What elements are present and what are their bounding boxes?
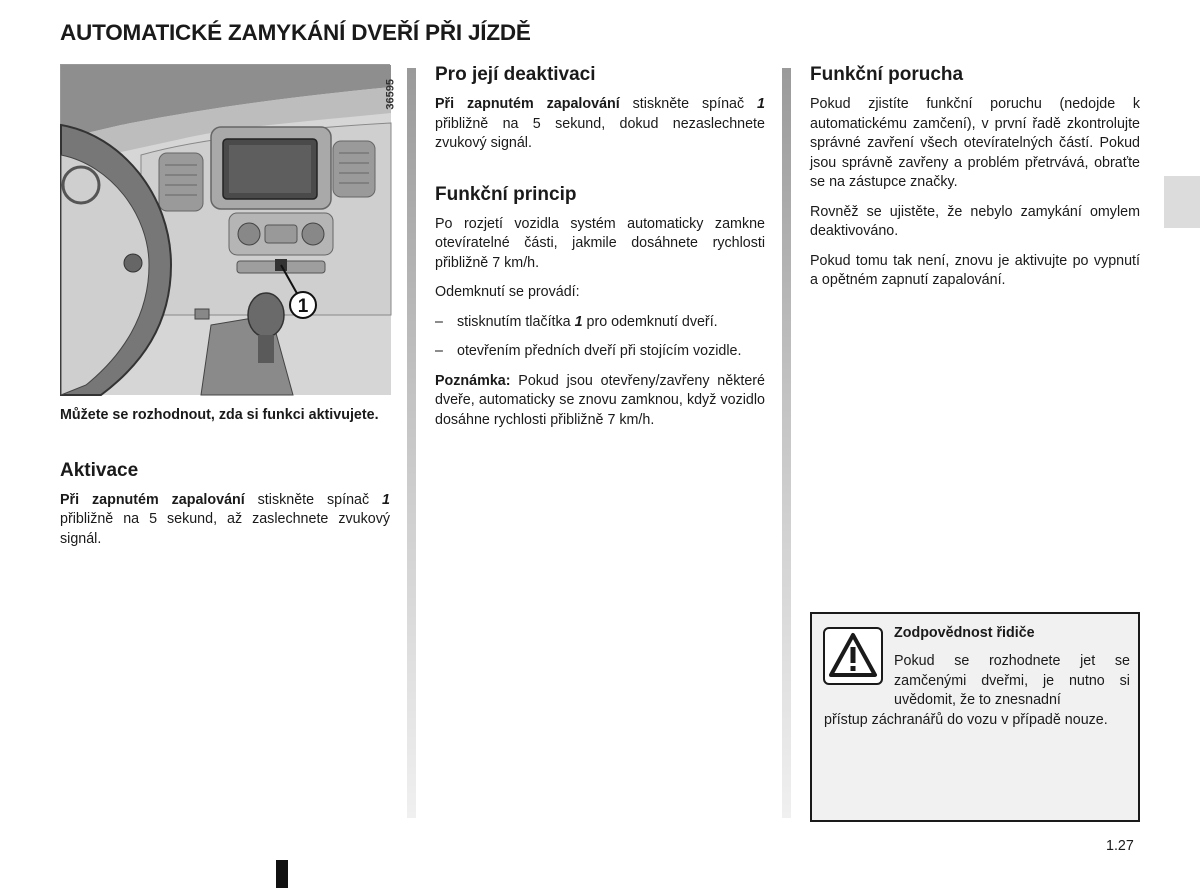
warning-box xyxy=(810,612,1140,822)
dashboard-illustration xyxy=(60,64,397,394)
column-separator xyxy=(407,68,416,818)
list-item: – otevřením předních dveří při stojícím vozidle. xyxy=(435,343,742,359)
warning-title: Zodpovědnost řidiče xyxy=(894,625,1035,641)
porucha-paragraph-2: Rovněž se ujistěte, že nebylo zamykání omylem deaktivováno. xyxy=(810,203,1140,239)
warning-text-continued: přístup záchranářů do vozu v případě nouze. xyxy=(824,712,1108,728)
figure-code: 36595 xyxy=(385,79,397,110)
warning-text: Pokud se rozhodnete jet se zamčenými dveřmi, je nutno si uvědomit, že to znesnadní xyxy=(894,653,1130,708)
figure-callout: 1 xyxy=(297,296,309,317)
column-separator xyxy=(782,68,791,818)
column-right xyxy=(810,64,1140,301)
page-title: AUTOMATICKÉ ZAMYKÁNÍ DVEŘÍ PŘI JÍZDĚ xyxy=(60,20,531,45)
note-paragraph: Poznámka: Pokud jsou otevřeny/zavřeny některé dveře, automaticky se znovu zamknou, když vozidlo dosáhne rychlosti přibližně 7 km/h. xyxy=(435,372,765,428)
warning-icon xyxy=(823,627,883,685)
column-middle xyxy=(435,64,765,440)
figure-caption: Můžete se rozhodnout, zda si funkci aktivujete. xyxy=(60,407,379,423)
page-number: 1.27 xyxy=(1106,838,1134,854)
unlock-intro: Odemknutí se provádí: xyxy=(435,284,580,300)
heading-aktivace: Aktivace xyxy=(60,459,139,481)
heading-princip: Funkční princip xyxy=(435,183,577,205)
porucha-paragraph-3: Pokud tomu tak není, znovu je aktivujte po vypnutí a opětném zapnutí zapalování. xyxy=(810,252,1140,288)
heading-deaktivace: Pro její deaktivaci xyxy=(435,64,596,85)
column-left xyxy=(60,64,397,559)
chapter-tab-marker xyxy=(1164,176,1200,228)
print-crop-mark xyxy=(276,860,288,888)
porucha-paragraph-1: Pokud zjistíte funkční poruchu (nedojde k automatickému zamčení), v první řadě zkontrolujte správné zavření všech otevíratelných částí. Pokud jsou správně zavřeny a problém přetrvává, obraťte se na zástupce značky. xyxy=(810,96,1140,190)
deaktivace-text: Při zapnutém zapalování stiskněte spínač 1 přibližně na 5 sekund, dokud nezaslechnete zvukový signál. xyxy=(435,96,765,151)
list-item: – stisknutím tlačítka 1 pro odemknutí dveří. xyxy=(435,313,718,330)
heading-porucha: Funkční porucha xyxy=(810,64,964,85)
dashboard-drawing xyxy=(61,65,391,395)
princip-paragraph: Po rozjetí vozidla systém automaticky zamkne otevíratelné části, jakmile dosáhnete rychlosti přibližně 7 km/h. xyxy=(435,215,765,271)
aktivace-text: Při zapnutém zapalování stiskněte spínač 1 přibližně na 5 sekund, až zaslechnete zvukový signál. xyxy=(60,491,390,547)
